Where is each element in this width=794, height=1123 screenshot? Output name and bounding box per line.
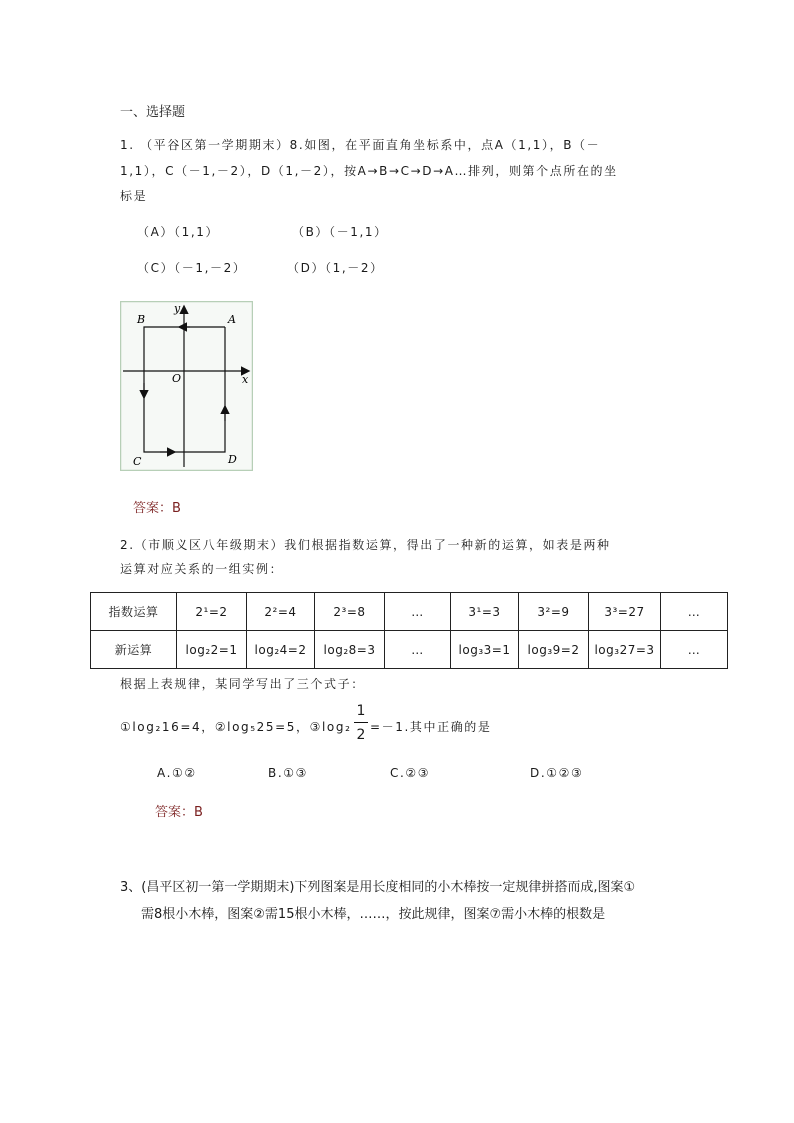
label-point-b: B: [137, 313, 146, 326]
table-cell: 2²=4: [247, 593, 315, 631]
table-cell: …: [661, 593, 728, 631]
table-cell: 2³=8: [315, 593, 385, 631]
q2-option-b: B.①③: [268, 766, 308, 780]
fraction-denominator: 2: [356, 727, 366, 743]
operations-table: [90, 592, 728, 669]
table-cell: 3²=9: [519, 593, 589, 631]
q1-answer: 答案：B: [133, 501, 181, 516]
q2-formula-part1: ①log₂16=4，②log₅25=5，③log₂: [120, 720, 352, 734]
label-point-a: A: [228, 313, 236, 326]
q2-option-c: C.②③: [390, 766, 431, 780]
label-y: y: [174, 302, 181, 315]
fraction-bar: [354, 722, 368, 723]
q2-line-2: 运算对应关系的一组实例：: [120, 562, 284, 576]
table-cell: 新运算: [91, 631, 177, 669]
table-cell: …: [385, 631, 451, 669]
q2-answer: 答案：B: [155, 805, 203, 820]
table-cell: log₂8=3: [315, 631, 385, 669]
q2-option-a: A.①②: [157, 766, 197, 780]
table-cell: log₃27=3: [589, 631, 661, 669]
q1-line-3: 标是: [120, 189, 148, 203]
q1-line-2: 1,1），C（－1,－2），D（1,－2），按A→B→C→D→A…排列，则第个点所在的坐: [120, 164, 618, 178]
table-row-new-operation: [91, 631, 728, 669]
q1-line-1: 1. （平谷区第一学期期末）8.如图，在平面直角坐标系中，点A（1,1），B（－: [120, 138, 601, 152]
table-cell: log₃3=1: [451, 631, 519, 669]
q2-rule-line: 根据上表规律，某同学写出了三个式子：: [120, 677, 365, 691]
table-cell: log₂2=1: [177, 631, 247, 669]
table-cell: 3³=27: [589, 593, 661, 631]
q1-option-d: （D）（1,－2）: [287, 261, 384, 275]
q1-option-c: （C）（－1,－2）: [137, 261, 247, 275]
q2-option-d: D.①②③: [530, 766, 584, 780]
q1-option-b: （B）（－1,1）: [292, 225, 388, 239]
table-cell: …: [661, 631, 728, 669]
table-cell: 2¹=2: [177, 593, 247, 631]
table-cell: log₃9=2: [519, 631, 589, 669]
label-origin: O: [172, 372, 182, 385]
coordinate-figure: [120, 301, 253, 471]
table-row-exponent: [91, 593, 728, 631]
q3-line-2: 需8根小木棒，图案②需15根小木棒，……，按此规律，图案⑦需小木棒的根数是: [141, 907, 606, 922]
q1-option-a: （A）（1,1）: [137, 225, 220, 239]
section-title: 一、选择题: [120, 105, 186, 120]
fraction-numerator: 1: [356, 703, 366, 719]
q2-line-1: 2.（市顺义区八年级期末）我们根据指数运算，得出了一种新的运算，如表是两种: [120, 538, 611, 552]
table-cell: log₂4=2: [247, 631, 315, 669]
q2-formula-part2: =－1.其中正确的是: [370, 720, 492, 734]
table-cell: 指数运算: [91, 593, 177, 631]
label-point-c: C: [133, 455, 142, 468]
table-cell: 3¹=3: [451, 593, 519, 631]
table-cell: …: [385, 593, 451, 631]
label-x: x: [242, 373, 249, 386]
label-point-d: D: [228, 453, 237, 466]
q3-line-1: 3、(昌平区初一第一学期期末)下列图案是用长度相同的小木棒按一定规律拼搭而成,图案①: [120, 880, 636, 895]
